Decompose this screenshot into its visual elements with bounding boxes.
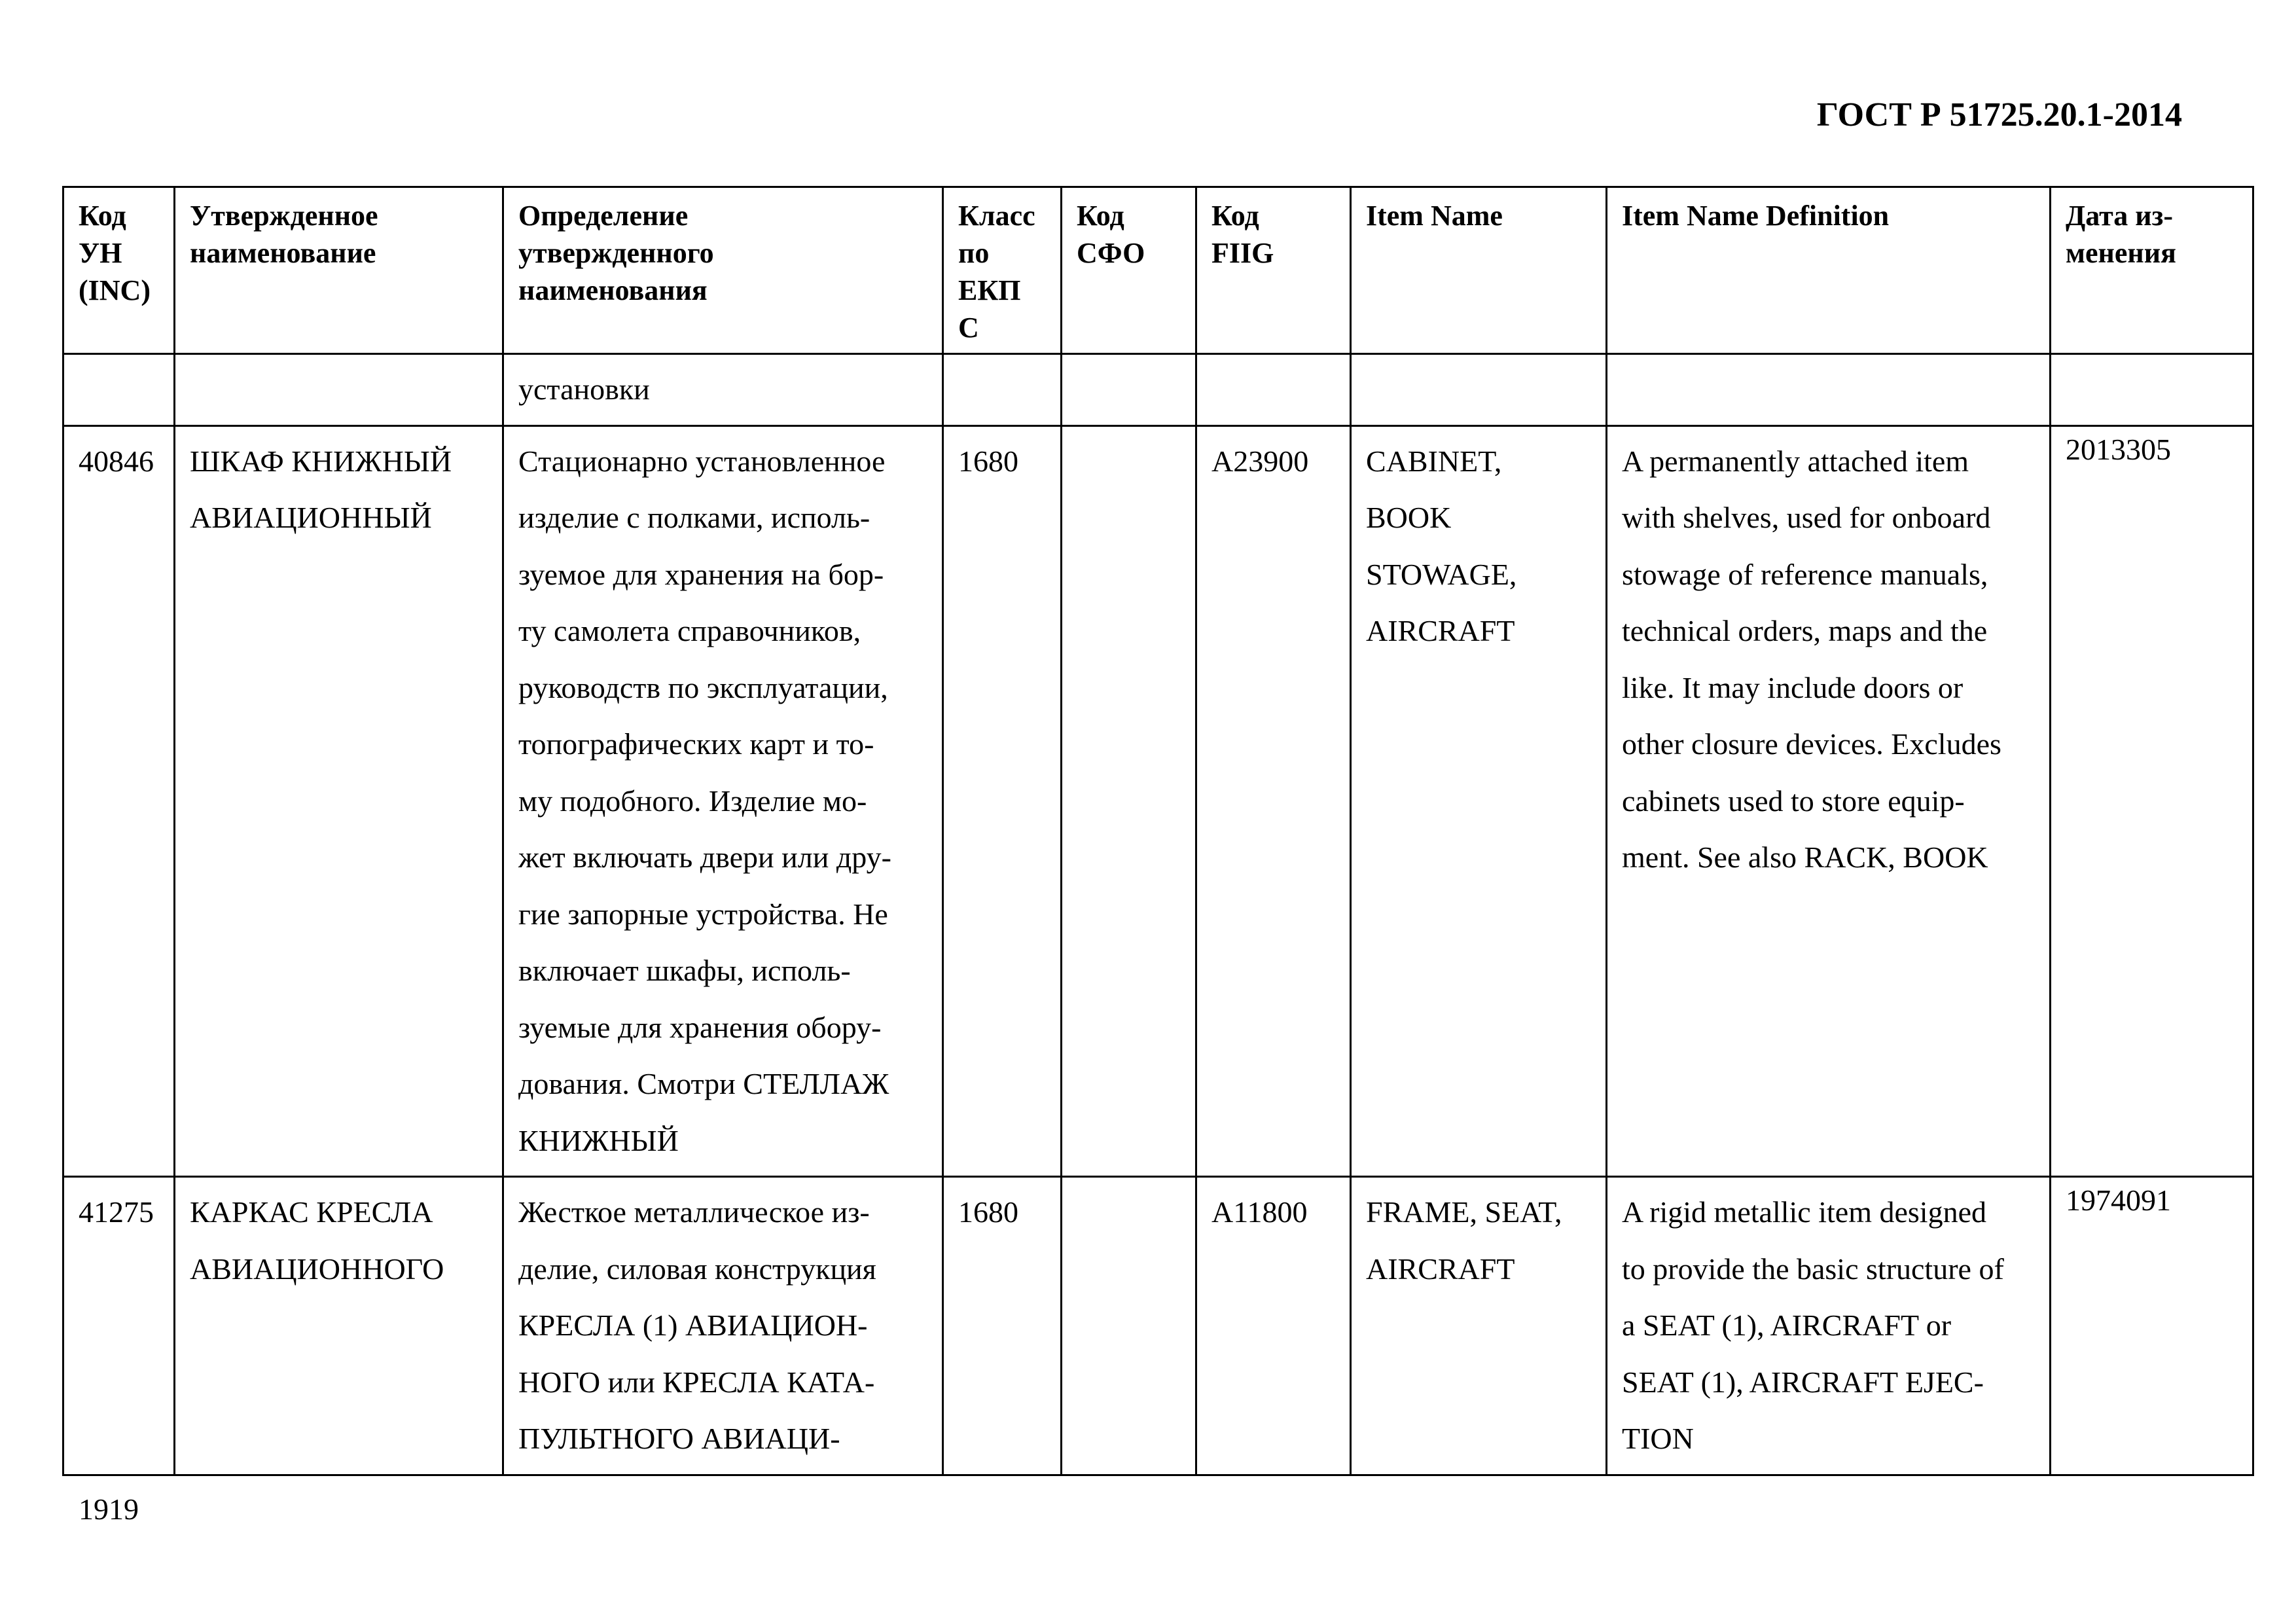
table-row — [63, 1177, 2253, 1475]
document-code: ГОСТ Р 51725.20.1-2014 — [1816, 96, 2182, 134]
cell-fiig-code — [1196, 354, 1351, 426]
cell-item-name: FRAME, SEAT, AIRCRAFT — [1351, 1177, 1607, 1475]
cell-definition: Жесткое металлическое из- делие, силовая конструкция КРЕСЛА (1) АВИАЦИОН- НОГО или КРЕСЛА КАТА- ПУЛЬТНОГО АВИАЦИ- — [503, 1177, 943, 1475]
cell-fiig-code: A11800 — [1196, 1177, 1351, 1475]
column-header-ekps-class: Класс по ЕКП С — [943, 187, 1062, 354]
cell-inc: 40846 — [63, 425, 175, 1177]
cell-approved-name: КАРКАС КРЕСЛА АВИАЦИОННОГО — [175, 1177, 503, 1475]
column-header-approved-name: Утвержденное наименование — [175, 187, 503, 354]
page-number: 1919 — [79, 1492, 139, 1526]
column-header-change-date: Дата из- менения — [2051, 187, 2253, 354]
cell-ekps-class: 1680 — [943, 425, 1062, 1177]
cell-item-name-definition — [1607, 354, 2051, 426]
cell-item-name-definition: A rigid metallic item designed to provide the basic structure of a SEAT (1), AIRCRAFT or SEAT (1), AIRCRAFT EJEC- TION — [1607, 1177, 2051, 1475]
cell-definition: Стационарно установленное изделие с полками, исполь- зуемое для хранения на бор- ту самолета справочников, руководств по эксплуатации, топографических карт и то- му подобного. Изделие мо- жет включать двери или дру- гие запорные устройства. Не включает шкафы, исполь- зуемые для хранения обору- дования. Смотри СТЕЛЛАЖ КНИЖНЫЙ — [503, 425, 943, 1177]
column-header-definition: Определение утвержденного наименования — [503, 187, 943, 354]
cell-change-date: 2013305 — [2051, 425, 2253, 1177]
column-header-fiig-code: Код FIIG — [1196, 187, 1351, 354]
cell-inc: 41275 — [63, 1177, 175, 1475]
column-header-item-name: Item Name — [1351, 187, 1607, 354]
cell-sfo-code — [1062, 1177, 1196, 1475]
table-row-continuation — [63, 354, 2253, 426]
item-name-table — [62, 186, 2254, 1476]
cell-item-name: CABINET, BOOK STOWAGE, AIRCRAFT — [1351, 425, 1607, 1177]
cell-change-date: 1974091 — [2051, 1177, 2253, 1475]
cell-item-name-definition: A permanently attached item with shelves, used for onboard stowage of reference manuals, technical orders, maps and the like. It may include doors or other closure devices. Excludes cabinets used to store equip- ment. See also RACK, BOOK — [1607, 425, 2051, 1177]
column-header-sfo-code: Код СФО — [1062, 187, 1196, 354]
cell-sfo-code — [1062, 425, 1196, 1177]
cell-ekps-class — [943, 354, 1062, 426]
cell-definition: установки — [503, 354, 943, 426]
cell-ekps-class: 1680 — [943, 1177, 1062, 1475]
cell-approved-name — [175, 354, 503, 426]
cell-fiig-code: A23900 — [1196, 425, 1351, 1177]
column-header-item-name-definition: Item Name Definition — [1607, 187, 2051, 354]
cell-inc — [63, 354, 175, 426]
cell-approved-name: ШКАФ КНИЖНЫЙ АВИАЦИОННЫЙ — [175, 425, 503, 1177]
column-header-inc: Код УН (INC) — [63, 187, 175, 354]
cell-change-date — [2051, 354, 2253, 426]
table-header-row — [63, 187, 2253, 354]
cell-item-name — [1351, 354, 1607, 426]
cell-sfo-code — [1062, 354, 1196, 426]
table-row — [63, 425, 2253, 1177]
